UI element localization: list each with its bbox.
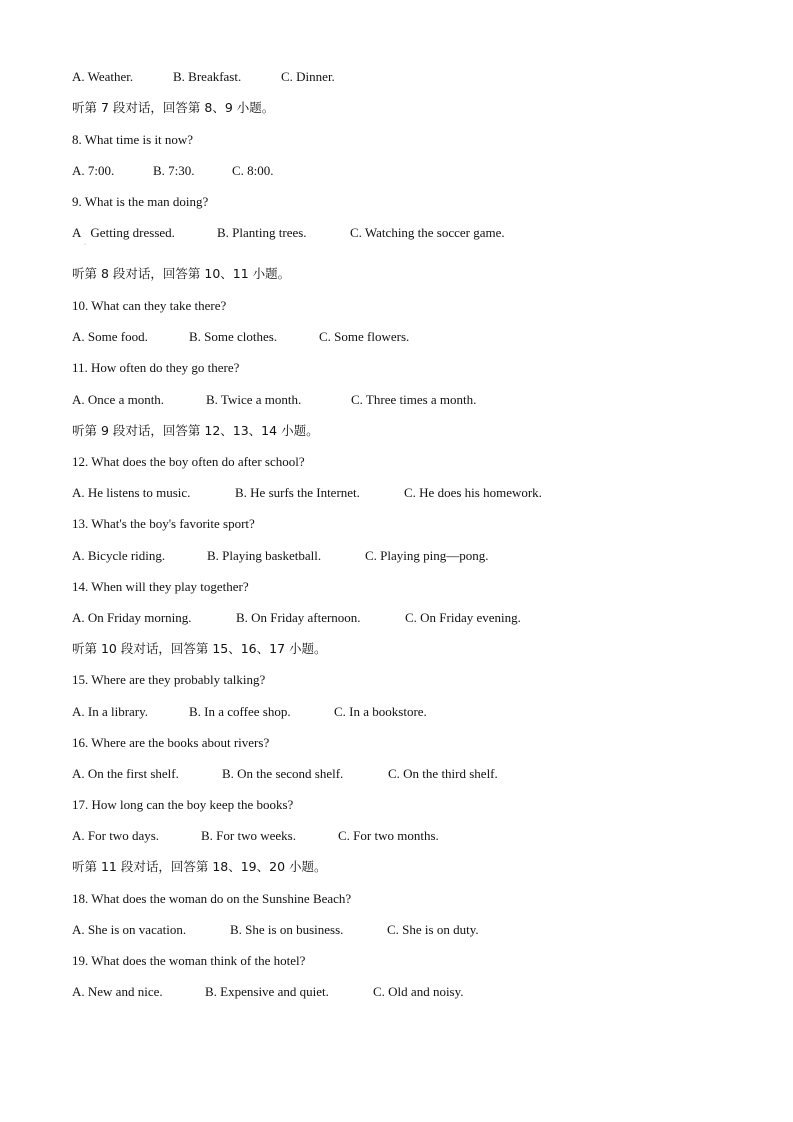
option-b: B. On the second shelf.	[222, 766, 344, 781]
option-c: C. Some flowers.	[319, 329, 410, 344]
question-9: 9. What is the man doing?	[72, 194, 209, 209]
answer-options-11	[72, 392, 476, 408]
section-heading-8: 听第 8 段对话，回答第 10、11 小题。	[72, 266, 291, 281]
question-16: 16. Where are the books about rivers?	[72, 735, 270, 750]
option-b: B. She is on business.	[230, 922, 344, 937]
answer-options-19	[72, 984, 464, 1000]
option-a: A. He listens to music.	[72, 485, 191, 500]
option-a: A. On Friday morning.	[72, 610, 192, 625]
option-a: A. New and nice.	[72, 984, 163, 999]
option-b: B. On Friday afternoon.	[236, 610, 361, 625]
question-12: 12. What does the boy often do after school?	[72, 454, 305, 469]
answer-options-13	[72, 548, 489, 564]
option-b: B. Planting trees.	[217, 225, 307, 240]
option-c: C. In a bookstore.	[334, 704, 427, 719]
answer-options-14	[72, 610, 521, 626]
answer-options-9	[72, 225, 505, 241]
section-heading-9: 听第 9 段对话，回答第 12、13、14 小题。	[72, 423, 319, 438]
answer-options-10	[72, 329, 409, 345]
option-c: C. He does his homework.	[404, 485, 542, 500]
option-a: A. She is on vacation.	[72, 922, 187, 937]
question-13: 13. What's the boy's favorite sport?	[72, 516, 255, 531]
option-b: B. Expensive and quiet.	[205, 984, 329, 999]
section-heading-7: 听第 7 段对话，回答第 8、9 小题。	[72, 100, 275, 115]
option-a: A. Weather.	[72, 69, 134, 84]
option-c: C. Three times a month.	[351, 392, 477, 407]
question-15: 15. Where are they probably talking?	[72, 672, 266, 687]
option-c: C. 8:00.	[232, 163, 274, 178]
option-c: C. She is on duty.	[387, 922, 479, 937]
answer-options-16	[72, 766, 498, 782]
option-c: C. Dinner.	[281, 69, 335, 84]
answer-options-15	[72, 704, 427, 720]
option-c: C. Watching the soccer game.	[350, 225, 505, 240]
question-18: 18. What does the woman do on the Sunshine Beach?	[72, 891, 352, 906]
option-a: A. On the first shelf.	[72, 766, 179, 781]
option-c: C. Playing ping—pong.	[365, 548, 489, 563]
question-14: 14. When will they play together?	[72, 579, 249, 594]
option-b: B. For two weeks.	[201, 828, 296, 843]
question-17: 17. How long can the boy keep the books?	[72, 797, 294, 812]
answer-options-17	[72, 828, 439, 844]
option-b: B. He surfs the Internet.	[235, 485, 360, 500]
section-heading-11: 听第 11 段对话，回答第 18、19、20 小题。	[72, 859, 327, 874]
option-a: A. Once a month.	[72, 392, 165, 407]
option-b: B. 7:30.	[153, 163, 195, 178]
option-c: C. On the third shelf.	[388, 766, 498, 781]
section-heading-10: 听第 10 段对话，回答第 15、16、17 小题。	[72, 641, 327, 656]
option-b: B. Breakfast.	[173, 69, 242, 84]
option-b: B. Twice a month.	[206, 392, 302, 407]
option-a: A. Some food.	[72, 329, 148, 344]
question-19: 19. What does the woman think of the hotel?	[72, 953, 306, 968]
answer-options-12	[72, 485, 542, 501]
option-c: C. On Friday evening.	[405, 610, 521, 625]
option-a: A. Bicycle riding.	[72, 548, 166, 563]
option-c: C. For two months.	[338, 828, 439, 843]
stray-dot: ·	[84, 242, 86, 248]
question-10: 10. What can they take there?	[72, 298, 227, 313]
option-c: C. Old and noisy.	[373, 984, 464, 999]
option-a: A. In a library.	[72, 704, 149, 719]
option-a: A. For two days.	[72, 828, 160, 843]
answer-options-18	[72, 922, 479, 938]
option-b: B. Playing basketball.	[207, 548, 322, 563]
answer-options-8	[72, 163, 274, 179]
option-a: A Getting dressed.	[72, 225, 175, 240]
option-b: B. In a coffee shop.	[189, 704, 291, 719]
question-11: 11. How often do they go there?	[72, 360, 240, 375]
question-8: 8. What time is it now?	[72, 132, 194, 147]
answer-options-7	[72, 69, 335, 85]
option-a: A. 7:00.	[72, 163, 115, 178]
option-b: B. Some clothes.	[189, 329, 278, 344]
